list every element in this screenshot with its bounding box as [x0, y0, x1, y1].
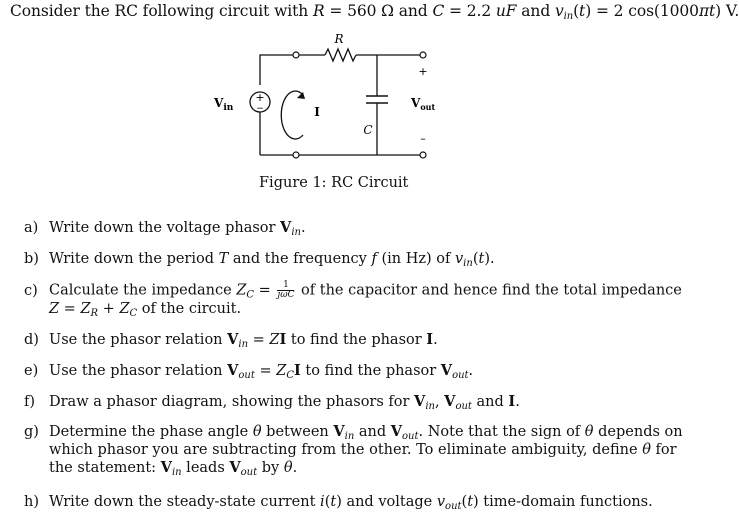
question-e	[24, 362, 473, 380]
question-g-line-3	[24, 459, 683, 477]
question-b	[24, 250, 495, 268]
question-text: .	[300, 220, 306, 236]
intro-c-symbol: C	[432, 2, 445, 20]
question-text: which phasor you are subtracting from the other. To eliminate ambiguity, define	[49, 442, 643, 458]
question-text: of the circuit.	[137, 301, 242, 317]
question-text: and	[354, 424, 391, 440]
problem-statement	[10, 2, 739, 20]
resistor-label: R	[334, 32, 344, 46]
question-text: and	[471, 394, 509, 410]
question-text: .	[292, 460, 298, 476]
intro-text: Consider the RC following circuit with	[10, 2, 313, 20]
current-label: I	[314, 105, 320, 119]
capacitor-label: C	[363, 123, 373, 137]
question-text: and the frequency	[228, 251, 372, 267]
question-text: =	[254, 282, 276, 299]
question-text: by	[257, 460, 284, 476]
question-text: ) and voltage	[336, 494, 437, 510]
intro-t-symbol: t	[579, 2, 586, 20]
subscript: in	[238, 339, 249, 350]
question-label: a)	[24, 220, 39, 236]
question-text: =	[59, 301, 81, 317]
question-text: .	[433, 332, 438, 348]
question-text: (in Hz) of	[376, 251, 455, 267]
fraction-numerator: 1	[277, 281, 294, 291]
subscript: R	[90, 308, 99, 319]
intro-text: = 560 Ω and	[324, 2, 433, 20]
question-text: of the capacitor and hence find the total impedance	[296, 282, 682, 299]
question-text: =	[248, 332, 270, 348]
wire-top-left	[260, 55, 293, 85]
intro-text: ) = 2 cos(1000	[585, 2, 699, 20]
question-text: Write down the voltage phasor	[49, 220, 281, 236]
question-text: (	[472, 251, 479, 267]
subscript: out	[445, 501, 462, 512]
resistor-symbol	[325, 49, 356, 61]
rc-circuit-diagram	[200, 30, 460, 165]
phasor-symbol: V	[440, 362, 453, 379]
intro-vin-subscript: in	[563, 11, 574, 22]
vout-label: $V_{out}$	[411, 96, 436, 112]
question-text: Calculate the impedance	[49, 282, 237, 299]
math-symbol: Z	[119, 301, 130, 317]
question-text: Write down the steady-state current	[49, 494, 321, 510]
subscript: in	[425, 401, 435, 412]
question-text: .	[515, 394, 520, 410]
question-label: d)	[24, 332, 39, 348]
subscript: in	[344, 431, 355, 442]
question-text: to find the phasor	[286, 332, 427, 348]
question-text: ).	[484, 251, 495, 267]
terminal-bottom-left	[293, 152, 299, 158]
phasor-symbol: V	[227, 331, 239, 348]
subscript: in	[463, 258, 473, 269]
math-symbol: v	[454, 251, 464, 267]
question-text: Use the phasor relation	[49, 332, 228, 348]
intro-text: (	[573, 2, 580, 20]
math-symbol: t	[478, 251, 485, 267]
math-symbol: i	[320, 494, 325, 510]
fraction-denominator: jωC	[277, 290, 295, 300]
phasor-symbol: V	[227, 362, 239, 379]
question-d	[24, 331, 438, 349]
phasor-symbol: I	[508, 393, 516, 410]
phasor-symbol: V	[390, 423, 403, 440]
figure-caption: Figure 1: RC Circuit	[259, 175, 409, 191]
question-text: =	[254, 363, 277, 379]
phasor-symbol: V	[280, 219, 292, 236]
question-label: c)	[24, 282, 38, 299]
math-symbol: T	[218, 251, 229, 267]
phasor-symbol: V	[229, 459, 241, 476]
math-symbol: v	[436, 494, 446, 510]
question-f	[24, 393, 520, 411]
source-plus-sign: +	[255, 91, 265, 104]
question-text: leads	[181, 460, 230, 476]
question-text: (	[461, 494, 468, 510]
question-text: +	[98, 301, 120, 317]
terminal-out-bottom	[420, 152, 426, 158]
subscript: out	[455, 401, 472, 412]
output-minus-sign: –	[420, 132, 426, 145]
question-text: . Note that the sign of	[418, 424, 585, 440]
math-symbol: t	[330, 494, 337, 510]
intro-r-symbol: R	[312, 2, 325, 20]
question-text: Determine the phase angle	[49, 424, 253, 440]
question-a	[24, 219, 306, 237]
terminal-out-top	[420, 52, 426, 58]
subscript: C	[286, 370, 294, 381]
phasor-symbol: V	[414, 393, 426, 410]
question-label: f)	[24, 394, 36, 410]
question-text: for	[650, 442, 677, 458]
math-symbol: θ	[252, 424, 262, 440]
question-text: ,	[434, 394, 445, 410]
question-text: Draw a phasor diagram, showing the phasors for	[49, 394, 415, 410]
subscript: out	[452, 370, 469, 381]
math-symbol: θ	[283, 460, 293, 476]
math-symbol: Z	[80, 301, 91, 317]
impedance-fraction	[277, 281, 294, 300]
question-text: between	[261, 424, 334, 440]
question-c	[24, 281, 682, 318]
math-symbol: Z	[236, 282, 247, 299]
question-text: Use the phasor relation	[49, 363, 228, 379]
intro-text: and	[516, 2, 555, 20]
question-text: Write down the period	[49, 251, 219, 267]
question-label: h)	[24, 494, 39, 510]
math-symbol: f	[371, 251, 377, 267]
phasor-symbol: I	[293, 362, 301, 379]
question-label: b)	[24, 251, 39, 267]
intro-unit: uF	[495, 2, 517, 20]
terminal-top-left	[293, 52, 299, 58]
subscript: in	[291, 227, 301, 238]
question-label: g)	[24, 424, 39, 440]
intro-text: = 2.2	[444, 2, 496, 20]
source-minus-sign: −	[256, 104, 264, 114]
subscript: out	[238, 370, 255, 381]
question-c-line-2	[24, 300, 682, 318]
math-symbol: θ	[584, 424, 594, 440]
phasor-symbol: I	[279, 331, 287, 348]
math-symbol: Z	[49, 301, 60, 317]
phasor-symbol: V	[444, 393, 456, 410]
question-h	[24, 493, 653, 511]
question-text: .	[468, 363, 474, 379]
subscript: out	[240, 467, 258, 478]
question-text: to find the phasor	[300, 363, 441, 379]
math-symbol: Z	[269, 332, 280, 348]
phasor-symbol: V	[160, 459, 172, 476]
question-g	[24, 423, 683, 477]
phasor-symbol: V	[333, 423, 345, 440]
intro-text: ) V.	[715, 2, 739, 20]
math-symbol: Z	[276, 363, 287, 379]
question-g-line-2	[24, 441, 683, 459]
phasor-symbol: I	[426, 331, 434, 348]
subscript: in	[171, 467, 182, 478]
intro-pit-symbol: πt	[698, 2, 716, 20]
output-plus-sign: +	[418, 65, 428, 78]
intro-vin-symbol: v	[554, 2, 564, 20]
math-symbol: θ	[642, 442, 651, 458]
subscript: C	[246, 289, 255, 301]
question-text: (	[324, 494, 331, 510]
subscript: out	[402, 431, 419, 442]
question-text: the statement:	[49, 460, 161, 476]
math-symbol: t	[467, 494, 474, 510]
question-label: e)	[24, 363, 39, 379]
vin-label: $V_{in}$	[214, 96, 234, 113]
question-text: ) time-domain functions.	[473, 494, 653, 510]
question-text: depends on	[593, 424, 683, 440]
subscript: C	[129, 308, 138, 319]
